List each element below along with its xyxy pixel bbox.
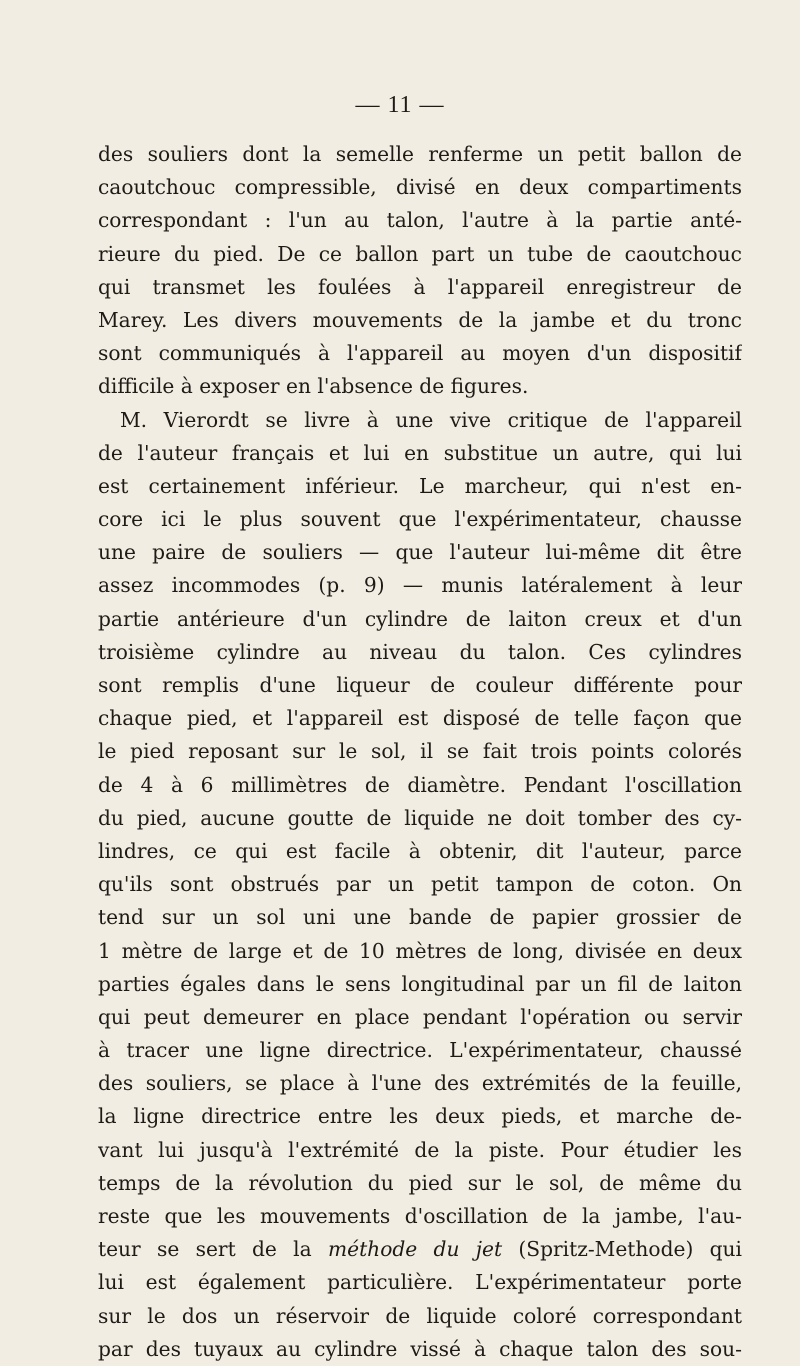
text-line: des souliers, se place à l'une des extrémités de la feuille, (98, 1071, 742, 1096)
text-line: chaque pied, et l'appareil est disposé de telle façon que (98, 706, 742, 731)
text-line: 1 mètre de large et de 10 mètres de long, divisée en deux (98, 938, 742, 963)
text-line: de 4 à 6 millimètres de diamètre. Pendant l'oscillation (98, 772, 742, 797)
text-line: la ligne directrice entre les deux pieds, et marche de- (98, 1104, 742, 1129)
text-line: qui transmet les foulées à l'appareil enregistreur de (98, 274, 742, 299)
text-line: parties égales dans le sens longitudinal par un fil de laiton (98, 971, 742, 996)
text-line: qui peut demeurer en place pendant l'opération ou servir (98, 1004, 742, 1029)
text-line: rieure du pied. De ce ballon part un tube de caoutchouc (98, 241, 742, 266)
page-number: — 11 — (355, 92, 445, 118)
italic-term: méthode du jet (327, 1237, 503, 1262)
body-text (98, 138, 742, 1366)
text-line: une paire de souliers — que l'auteur lui-même dit être (98, 540, 742, 565)
text-line: lindres, ce qui est facile à obtenir, dit l'auteur, parce (98, 838, 742, 863)
text-line: par des tuyaux au cylindre vissé à chaque talon des sou- (98, 1336, 742, 1361)
text-line: de l'auteur français et lui en substitue un autre, qui lui (98, 440, 742, 465)
text-line: core ici le plus souvent que l'expérimentateur, chausse (98, 507, 742, 532)
text-line: le pied reposant sur le sol, il se fait trois points colorés (98, 739, 742, 764)
text-line: lui est également particulière. L'expérimentateur porte (98, 1270, 742, 1295)
text-line: Marey. Les divers mouvements de la jambe et du tronc (98, 307, 742, 332)
text-line: à tracer une ligne directrice. L'expérimentateur, chaussé (98, 1038, 742, 1063)
text-line: du pied, aucune goutte de liquide ne doit tomber des cy- (98, 805, 742, 830)
text-line: des souliers dont la semelle renferme un petit ballon de (98, 142, 742, 166)
paragraph-end-line: difficile à exposer en l'absence de figures. (98, 374, 529, 399)
text-line: sont communiqués à l'appareil au moyen d'un dispositif (98, 341, 742, 366)
paragraph-start-line: M. Vierordt se livre à une vive critique de l'appareil (120, 407, 742, 432)
text-line: sur le dos un réservoir de liquide coloré correspondant (98, 1303, 742, 1328)
text-line: troisième cylindre au niveau du talon. Ces cylindres (98, 639, 742, 664)
text-line-with-italic (98, 1233, 742, 1266)
text-line: assez incommodes (p. 9) — munis latéralement à leur (98, 573, 742, 598)
text-line: correspondant : l'un au talon, l'autre à la partie anté- (98, 208, 742, 233)
text-line: sont remplis d'une liqueur de couleur différente pour (98, 673, 742, 697)
text-segment: (Spritz-Methode) qui (502, 1237, 742, 1262)
text-line: vant lui jusqu'à l'extrémité de la piste. Pour étudier les (98, 1137, 742, 1162)
text-line: reste que les mouvements d'oscillation de la jambe, l'au- (98, 1204, 742, 1228)
text-line: temps de la révolution du pied sur le sol, de même du (98, 1170, 742, 1195)
text-line: qu'ils sont obstrués par un petit tampon de coton. On (98, 872, 742, 897)
text-line: est certainement inférieur. Le marcheur, qui n'est en- (98, 473, 742, 498)
text-line: tend sur un sol uni une bande de papier grossier de (98, 905, 742, 930)
text-segment: teur se sert de la (98, 1237, 328, 1262)
text-line: partie antérieure d'un cylindre de laiton creux et d'un (98, 606, 742, 631)
text-line: caoutchouc compressible, divisé en deux compartiments (98, 175, 742, 200)
